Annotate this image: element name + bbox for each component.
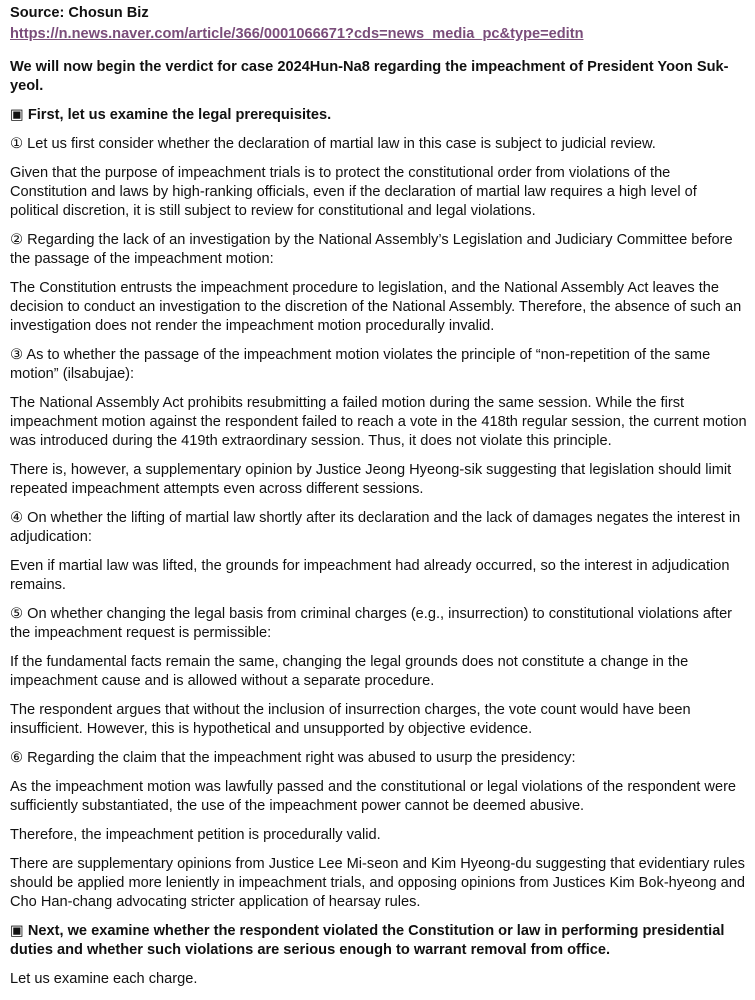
paragraph: As the impeachment motion was lawfully passed and the constitutional or legal violations of the respondent were sufficiently substantiated, the use of the impeachment power cannot be deemed abusive. xyxy=(10,779,737,814)
paragraph: ① Let us first consider whether the declaration of martial law in this case is subject to judicial review. xyxy=(10,136,656,152)
intro-statement: We will now begin the verdict for case 2024Hun-Na8 regarding the impeachment of President Yoon Suk-yeol. xyxy=(10,59,729,94)
closing-statement: Let us examine each charge. xyxy=(10,971,198,987)
source-label: Source: Chosun Biz xyxy=(10,5,149,21)
paragraph: The Constitution entrusts the impeachment procedure to legislation, and the National Assembly Act leaves the decision to conduct an investigation to the discretion of the National Assembly. Therefore, the absence of such an investigation does not render the impeachment motion procedurally invalid. xyxy=(10,280,742,334)
paragraph: Given that the purpose of impeachment trials is to protect the constitutional order from violations of the Constitution and laws by high-ranking officials, even if the declaration of martial law requires a high level of political discretion, it is still subject to review for constitutional and legal violations. xyxy=(10,165,697,219)
paragraph: ⑥ Regarding the claim that the impeachment right was abused to usurp the presidency: xyxy=(10,750,576,766)
paragraph: The National Assembly Act prohibits resubmitting a failed motion during the same session. While the first impeachment motion against the respondent failed to reach a vote in the 418th regular session, the current motion was introduced during the 419th extraordinary session. Thus, it does not violate this principle. xyxy=(10,395,747,449)
section-heading-constitutional-violations: ▣ Next, we examine whether the respondent violated the Constitution or law in performing presidential duties and whether such violations are serious enough to warrant removal from office. xyxy=(10,923,725,958)
paragraph: ⑤ On whether changing the legal basis from criminal charges (e.g., insurrection) to constitutional violations after the impeachment request is permissible: xyxy=(10,606,733,641)
paragraph: ③ As to whether the passage of the impeachment motion violates the principle of “non-repetition of the same motion” (ilsabujae): xyxy=(10,347,711,382)
source-link[interactable]: https://n.news.naver.com/article/366/0001066671?cds=news_media_pc&type=editn xyxy=(10,26,584,42)
paragraph: If the fundamental facts remain the same, changing the legal grounds does not constitute a change in the impeachment cause and is allowed without a separate procedure. xyxy=(10,654,689,689)
paragraph: Even if martial law was lifted, the grounds for impeachment had already occurred, so the interest in adjudication remains. xyxy=(10,558,730,593)
paragraph: There is, however, a supplementary opinion by Justice Jeong Hyeong-sik suggesting that legislation should limit repeated impeachment attempts even across different sessions. xyxy=(10,462,732,497)
paragraph: Therefore, the impeachment petition is procedurally valid. xyxy=(10,827,381,843)
section-heading-legal-prerequisites: ▣ First, let us examine the legal prerequisites. xyxy=(10,107,332,123)
paragraph: The respondent argues that without the inclusion of insurrection charges, the vote count would have been insufficient. However, this is hypothetical and unsupported by objective evidence. xyxy=(10,702,691,737)
paragraph: ② Regarding the lack of an investigation by the National Assembly’s Legislation and Judiciary Committee before the passage of the impeachment motion: xyxy=(10,232,733,267)
paragraph: ④ On whether the lifting of martial law shortly after its declaration and the lack of damages negates the interest in adjudication: xyxy=(10,510,741,545)
paragraph: There are supplementary opinions from Justice Lee Mi-seon and Kim Hyeong-du suggesting that evidentiary rules should be applied more leniently in impeachment trials, and opposing opinions from Justices Kim Bok-hyeong and Cho Han-chang advocating stricter application of hearsay rules. xyxy=(10,856,745,910)
